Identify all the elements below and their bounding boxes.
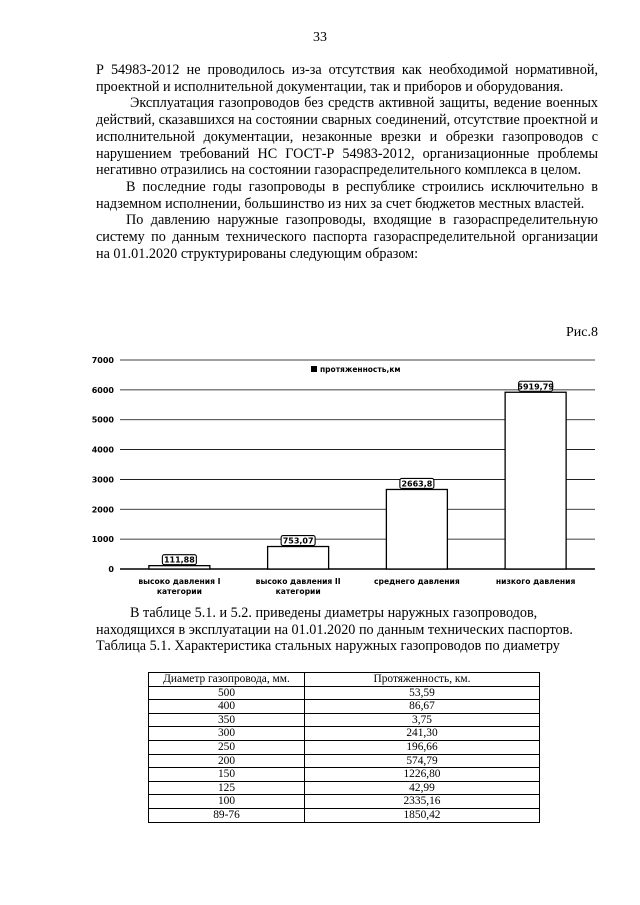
cell-diameter: 500 <box>149 686 305 700</box>
table-row <box>149 686 540 700</box>
data-label: 753,07 <box>282 536 314 546</box>
table-header-row <box>149 673 540 687</box>
page-number: 33 <box>313 30 327 45</box>
cell-diameter: 350 <box>149 713 305 727</box>
cell-diameter: 150 <box>149 768 305 782</box>
cell-length: 1226,80 <box>305 768 540 782</box>
paragraph-4: По давлению наружные газопроводы, входящие в газораспределительную систему по данным технического паспорта газораспределительной организации на 01.01.2020 структурированы следующим образом: <box>96 212 598 262</box>
table-row <box>149 808 540 822</box>
after-text-block <box>96 605 598 655</box>
x-tick-label: низкого давления <box>495 577 576 586</box>
legend-label: протяженность,км <box>320 365 401 374</box>
bar <box>505 392 566 569</box>
table-row <box>149 700 540 714</box>
figure-label: Рис.8 <box>566 325 598 340</box>
paragraph-1: Р 54983-2012 не проводилось из-за отсутствия как необходимой нормативной, проектной и исполнительной документации, так и приборов и оборудования. <box>96 62 598 95</box>
table-row <box>149 727 540 741</box>
y-tick-label: 7000 <box>91 356 114 365</box>
table-row <box>149 781 540 795</box>
table-row <box>149 754 540 768</box>
cell-diameter: 89-76 <box>149 808 305 822</box>
paragraph-3: В последние годы газопроводы в республике строились исключительно в надземном исполнении, большинство из них за счет бюджетов местных властей. <box>96 178 598 212</box>
bar <box>268 547 329 569</box>
bar <box>386 489 447 569</box>
cell-length: 196,66 <box>305 740 540 754</box>
diameter-table <box>148 672 540 823</box>
cell-diameter: 250 <box>149 740 305 754</box>
paragraph-2: Эксплуатация газопроводов без средств активной защиты, ведение военных действий, сказавшихся на состоянии сварных соединений, отсутствие проектной и исполнительной документации, незаконные врезки и обрезки газопроводов с нарушением требований НС ГОСТ-Р 54983-2012, организационные проблемы негативно отразились на состоянии газораспределительного комплекса в целом. <box>96 95 598 179</box>
bar <box>149 566 210 569</box>
column-header-diameter: Диаметр газопровода, мм. <box>149 673 305 687</box>
body-text <box>96 62 598 262</box>
table-row <box>149 740 540 754</box>
x-tick-label: категории <box>156 587 202 596</box>
cell-diameter: 125 <box>149 781 305 795</box>
cell-diameter: 400 <box>149 700 305 714</box>
table-caption: Таблица 5.1. Характеристика стальных наружных газопроводов по диаметру <box>96 638 560 655</box>
y-tick-label: 6000 <box>91 385 114 395</box>
cell-length: 86,67 <box>305 700 540 714</box>
legend-swatch <box>311 366 317 372</box>
x-tick-label: высоко давления II <box>255 577 341 586</box>
y-tick-label: 2000 <box>91 505 114 515</box>
cell-length: 3,75 <box>305 713 540 727</box>
y-tick-label: 0 <box>108 565 114 574</box>
data-label: 5919,79 <box>517 382 554 392</box>
y-tick-label: 4000 <box>91 445 114 455</box>
cell-length: 1850,42 <box>305 808 540 822</box>
y-tick-label: 1000 <box>91 535 114 545</box>
cell-length: 42,99 <box>305 781 540 795</box>
legend <box>311 365 401 374</box>
pressure-bar-chart <box>80 350 600 600</box>
after-paragraph: В таблице 5.1. и 5.2. приведены диаметры наружных газопроводов, находящихся в эксплуатации на 01.01.2020 по данным технических паспортов. <box>96 605 573 638</box>
cell-diameter: 300 <box>149 727 305 741</box>
y-tick-label: 3000 <box>91 475 114 485</box>
cell-length: 2335,16 <box>305 795 540 809</box>
cell-diameter: 200 <box>149 754 305 768</box>
cell-length: 53,59 <box>305 686 540 700</box>
cell-length: 574,79 <box>305 754 540 768</box>
table-row <box>149 713 540 727</box>
y-tick-label: 5000 <box>91 415 114 425</box>
data-label: 111,88 <box>163 555 195 565</box>
table-row <box>149 795 540 809</box>
column-header-length: Протяженность, км. <box>305 673 540 687</box>
x-tick-label: высоко давления I <box>138 577 221 586</box>
table-row <box>149 768 540 782</box>
cell-diameter: 100 <box>149 795 305 809</box>
cell-length: 241,30 <box>305 727 540 741</box>
x-tick-label: среднего давления <box>374 577 460 586</box>
data-label: 2663,8 <box>401 479 433 489</box>
x-tick-label: категории <box>275 587 321 596</box>
